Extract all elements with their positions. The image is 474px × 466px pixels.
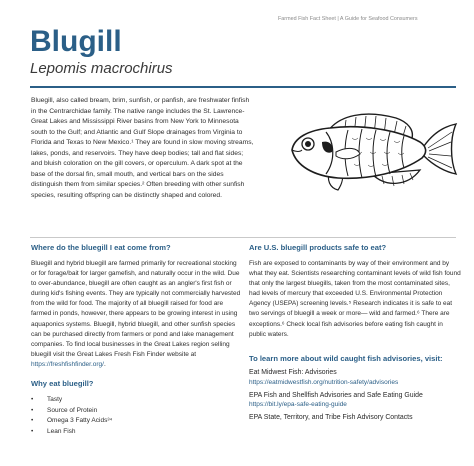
- title-divider: [30, 86, 456, 88]
- why-heading: Why eat bluegill?: [31, 379, 94, 389]
- resource-name: EPA Fish and Shellfish Advisories and Safe Eating Guide: [249, 391, 423, 399]
- where-heading: Where do the bluegill I eat come from?: [31, 243, 171, 252]
- resource-link[interactable]: https://bit.ly/epa-safe-eating-guide: [249, 401, 347, 409]
- list-item: • Source of Protein: [31, 406, 243, 417]
- resource-link[interactable]: https://eatmidwestfish.org/nutrition-safety/advisories: [249, 378, 399, 386]
- learn-heading: To learn more about wild caught fish advisories, visit:: [249, 353, 443, 363]
- where-paragraph: [31, 259, 243, 370]
- safe-paragraph: Fish are exposed to contaminants by way of their environment and by what they eat. Scientists researching contaminant levels of wild fish found that only the largest bluegills, taken from the most contaminated sites, had levels of mercury that exceeded U.S. Environmental Protection Agency (USEPA) screening levels.⁵ Research indicates it is safe to eat two servings of bluegill a week or more— wild and farmed.⁶ There are exceptions.⁶ Check local fish advisories before eating fish caught in public waters.: [249, 260, 461, 338]
- resource-item: [249, 368, 461, 387]
- where-after-link: .: [103, 360, 106, 368]
- resource-name: Eat Midwest Fish: Advisories: [249, 369, 337, 377]
- scientific-name: Lepomis macrochirus: [30, 60, 173, 77]
- section-divider: [30, 237, 456, 238]
- resource-item: [249, 391, 461, 410]
- intro-paragraph: Bluegill, also called bream, brim, sunfish, or panfish, are freshwater finfish in the Centrarchidae family. The native range includes the St. Lawrence-Great Lakes and Mississippi River basins from New York to Minnesota south to the Gulf; and Atlantic and Gulf Slope drainages from Virginia to Florida and Texas to New Mexico.¹ They are found in slow moving streams, lakes, ponds, and reservoirs. They have deep bodies; tall and flat sides; and bluish coloration on the gill covers, or operculum. A dark spot at the base of the dorsal fin, small mouth, and vertical bars on the sides distinguish them from similar species.² Often breeding with other sunfish species, resulting offspring can be distinctly shaped and colored.: [31, 97, 254, 199]
- benefits-list: [31, 395, 243, 437]
- page-title: Blugill: [30, 25, 122, 58]
- right-column: [249, 243, 461, 427]
- where-text: Bluegill and hybrid bluegill are farmed primarily for recreational stocking or for forage/bait for larger gamefish, and naturally occur in the wild. Due to over-abundance, bluegill are often caught as an angler's first fish or during kid's fishing events. They are typically not commercially harvested from the wild for food. The majority of all bluegill raised for food are farmed in ponds, however, there appears to be growing interest in using aquaponics systems. Bluegill, hybrid bluegill, and other sunfish species can be purchased directly from farmers or pond and lake management companies. To find local businesses in the Great Lakes region selling bluegill visit the Great Lakes Fresh Fish Finder website at: [31, 260, 241, 358]
- fresh-fish-finder-link[interactable]: https://freshfishfinder.org/: [31, 360, 104, 368]
- list-item: • Tasty: [31, 395, 243, 406]
- resource-item: [249, 413, 461, 422]
- bluegill-illustration: [286, 108, 458, 197]
- safe-heading: Are U.S. bluegill products safe to eat?: [249, 243, 387, 252]
- list-item: • Omega 3 Fatty Acids³⁴: [31, 416, 243, 427]
- list-item: • Lean Fish: [31, 427, 243, 438]
- resource-name: EPA State, Territory, and Tribe Fish Advisory Contacts: [249, 414, 413, 422]
- header-note: Farmed Fish Fact Sheet | A Guide for Seafood Consumers: [278, 16, 418, 22]
- left-column: [31, 243, 243, 437]
